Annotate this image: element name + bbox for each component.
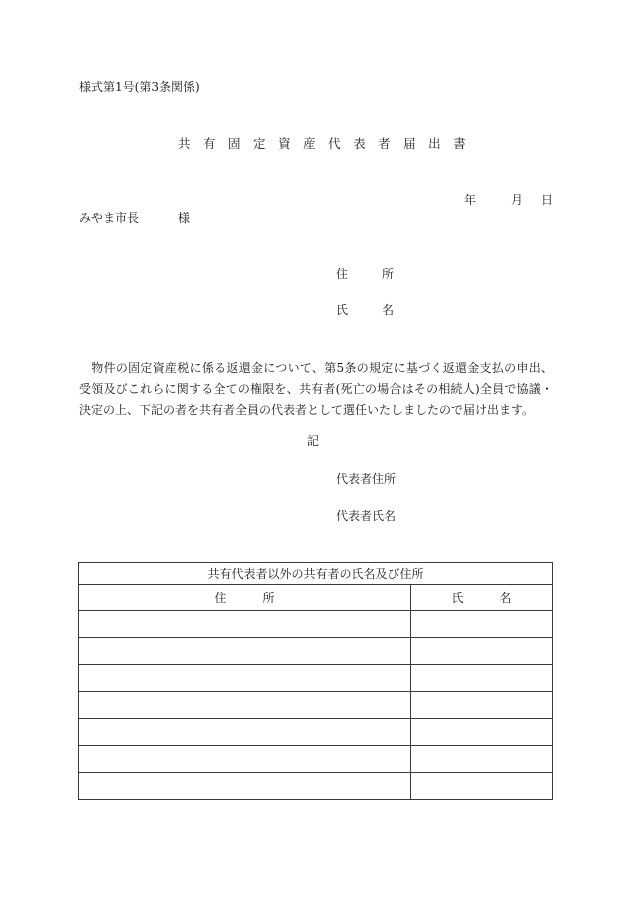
applicant-name-label (336, 304, 394, 316)
title-char: 出 (428, 136, 441, 151)
address-cell[interactable] (79, 692, 411, 719)
table-row (79, 638, 553, 665)
date-day-label: 日 (541, 193, 554, 207)
form-number: 様式第1号(第3条関係) (79, 80, 200, 94)
table-row (79, 773, 553, 800)
title-char: 代 (328, 136, 341, 151)
title-char: 書 (453, 136, 466, 151)
recipient-name: みやま市長 (79, 211, 140, 225)
title-char: 共 (178, 136, 191, 151)
title-char: 定 (253, 136, 266, 151)
recipient-honorific: 様 (178, 211, 191, 225)
header-char: 住 (214, 591, 227, 605)
table-row (79, 719, 553, 746)
title-char: 固 (228, 136, 241, 151)
document-title (178, 138, 478, 151)
recipient (79, 212, 190, 224)
table-row (79, 746, 553, 773)
table-caption: 共有代表者以外の共有者の氏名及び住所 (79, 563, 553, 585)
date-line (464, 194, 553, 206)
header-char: 名 (499, 591, 512, 605)
title-char: 表 (353, 136, 366, 151)
name-cell[interactable] (411, 719, 553, 746)
body-paragraph: 物件の固定資産税に係る返還金について、第5条の規定に基づく返還金支払の申出、受領及びこれらに関する全ての権限を、共有者(死亡の場合はその相続人)全員で協議・決定の上、下記の者を共有者全員の代表者として選任いたしましたので届け出ます。 (79, 361, 553, 417)
ki-marker: 記 (307, 434, 320, 448)
co-owner-table (78, 562, 553, 800)
address-cell[interactable] (79, 665, 411, 692)
label-char: 住 (336, 267, 349, 281)
name-cell[interactable] (411, 746, 553, 773)
title-char: 者 (378, 136, 391, 151)
address-cell[interactable] (79, 719, 411, 746)
address-cell[interactable] (79, 746, 411, 773)
table-row (79, 692, 553, 719)
label-char: 名 (382, 303, 395, 317)
label-char: 氏 (336, 303, 349, 317)
table-row (79, 665, 553, 692)
title-char: 届 (403, 136, 416, 151)
name-column-header (411, 585, 553, 611)
title-char: 有 (203, 136, 216, 151)
name-cell[interactable] (411, 611, 553, 638)
date-year-label: 年 (464, 193, 477, 207)
name-cell[interactable] (411, 665, 553, 692)
table-row (79, 611, 553, 638)
name-cell[interactable] (411, 638, 553, 665)
address-cell[interactable] (79, 773, 411, 800)
header-char: 所 (262, 591, 275, 605)
applicant-address-label (336, 268, 394, 280)
label-char: 所 (382, 267, 395, 281)
representative-name-label: 代表者氏名 (336, 509, 397, 523)
date-month-label: 月 (511, 193, 524, 207)
name-cell[interactable] (411, 692, 553, 719)
address-column-header (79, 585, 411, 611)
address-cell[interactable] (79, 611, 411, 638)
name-cell[interactable] (411, 773, 553, 800)
title-char: 産 (303, 136, 316, 151)
representative-address-label: 代表者住所 (336, 472, 397, 486)
address-cell[interactable] (79, 638, 411, 665)
title-char: 資 (278, 136, 291, 151)
header-char: 氏 (451, 591, 464, 605)
